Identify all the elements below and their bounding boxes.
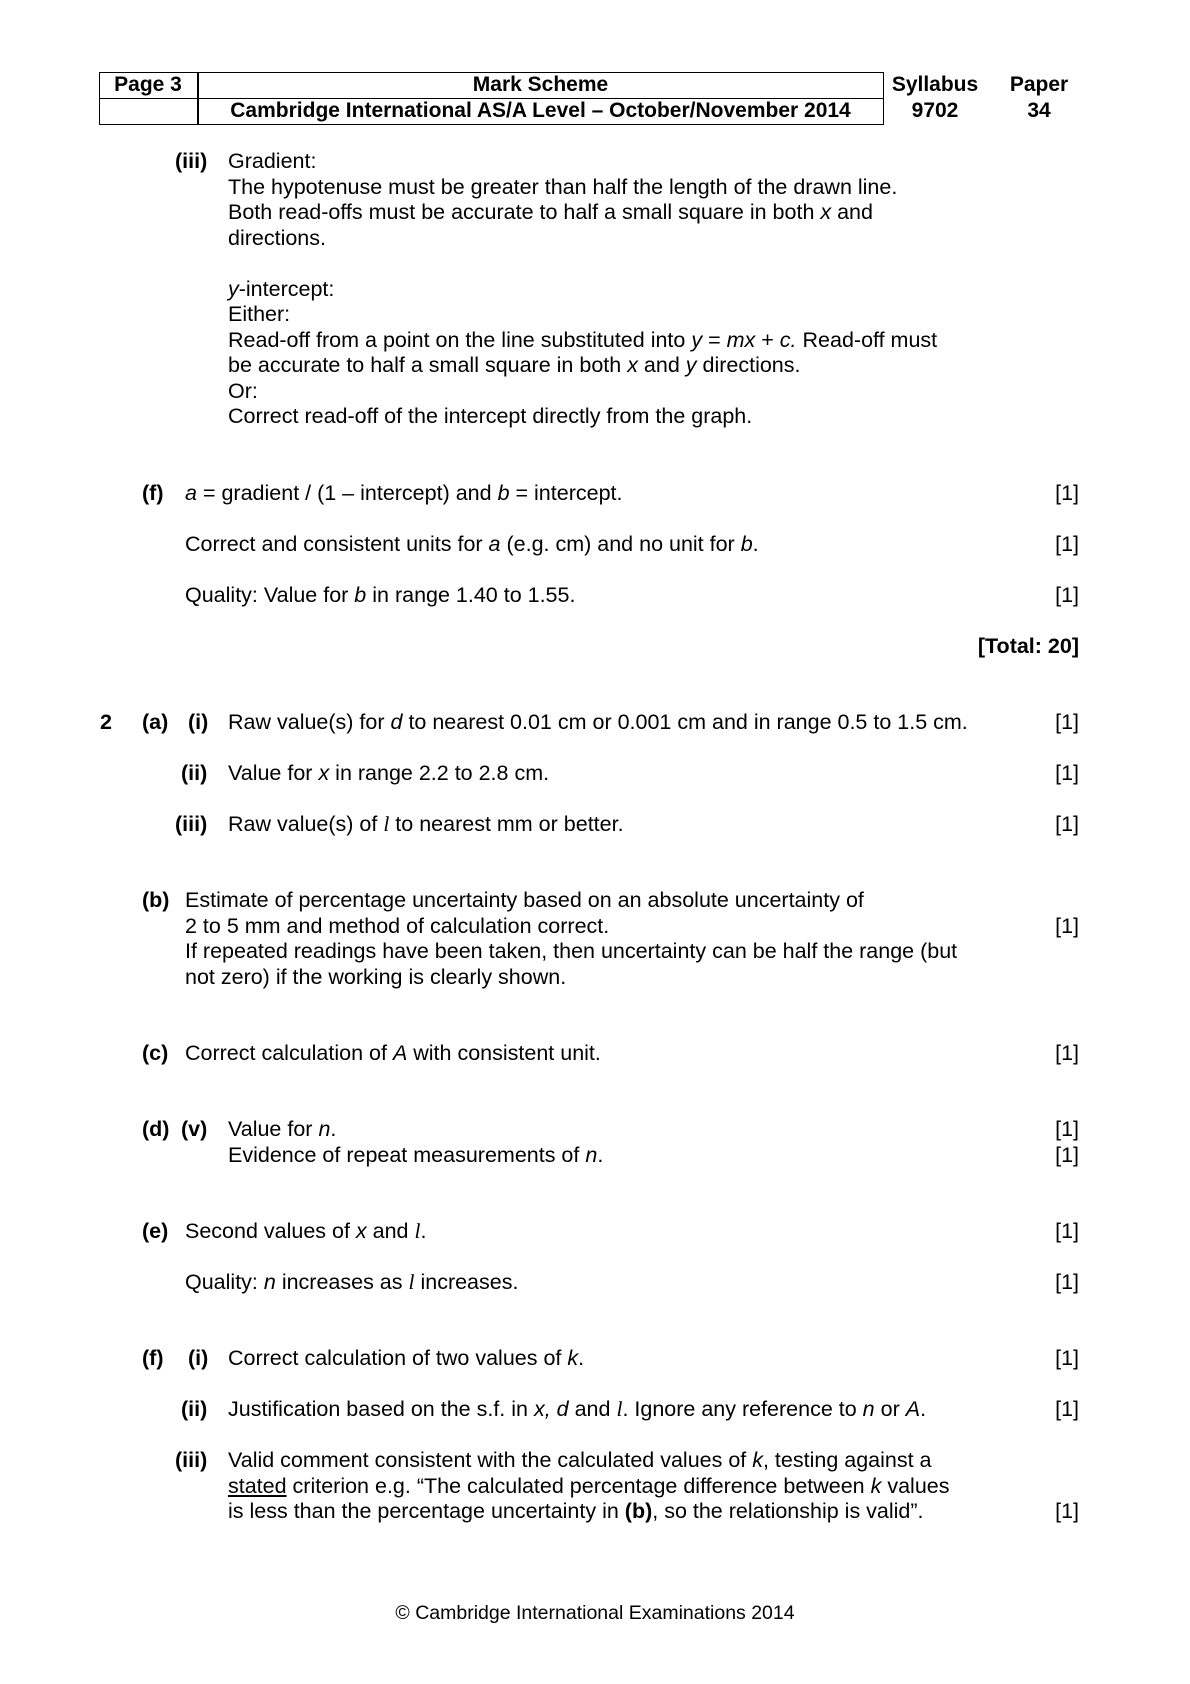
q2b-line1: Estimate of percentage uncertainty based on an absolute uncertainty of (185, 888, 864, 912)
q2f-iii-line1: Valid comment consistent with the calculated values of k, testing against a (228, 1448, 932, 1472)
header-paper-value: 34 (1027, 99, 1051, 122)
header-subtitle: Cambridge International AS/A Level – October/November 2014 (230, 99, 851, 122)
q2e-line2: Quality: n increases as l increases. (185, 1270, 519, 1294)
q2b-mark: [1] (1055, 914, 1079, 938)
q2b-label: (b) (142, 888, 170, 912)
q2f-ii-label: (ii) (181, 1397, 208, 1421)
q1f-row1: a = gradient / (1 – intercept) and b = intercept. (185, 481, 623, 505)
q1e-iii-line5: be accurate to half a small square in both x and y directions. (228, 353, 801, 377)
header-syllabus-label: Syllabus (891, 73, 979, 96)
header-syllabus-value: 9702 (911, 99, 959, 122)
q1f-row3-mark: [1] (1055, 583, 1079, 607)
q2e-line1: Second values of x and l. (185, 1219, 427, 1243)
q2f-iii-line2: stated criterion e.g. “The calculated percentage difference between k values (228, 1474, 950, 1498)
header-divider-left (99, 98, 197, 99)
q1e-iii-line1: The hypotenuse must be greater than half the length of the drawn line. (228, 175, 898, 199)
q2f-iii-line3: is less than the percentage uncertainty in (b), so the relationship is valid”. (228, 1499, 924, 1523)
q2f-ii-text: Justification based on the s.f. in x, d and l. Ignore any reference to n or A. (228, 1397, 927, 1421)
q2f-i-label: (i) (188, 1346, 209, 1370)
q2f-i-text: Correct calculation of two values of k. (228, 1346, 585, 1370)
q2d-label: (d) (142, 1117, 170, 1141)
q2f-ii-mark: [1] (1055, 1397, 1079, 1421)
q1f-label: (f) (142, 481, 164, 505)
q1f-row2-mark: [1] (1055, 532, 1079, 556)
q2b-line4: not zero) if the working is clearly shown. (185, 965, 567, 989)
q2e-mark2: [1] (1055, 1270, 1079, 1294)
header-title: Mark Scheme (472, 73, 609, 96)
q2a-iii-label: (iii) (175, 812, 208, 836)
q2d-line1: Value for n. (228, 1117, 337, 1141)
q2a-i-mark: [1] (1055, 710, 1079, 734)
q2a-i-text: Raw value(s) for d to nearest 0.01 cm or 0.001 cm and in range 0.5 to 1.5 cm. (228, 710, 968, 734)
footer-copyright: © Cambridge International Examinations 2014 (395, 1602, 795, 1624)
q2a-iii-text: Raw value(s) of l to nearest mm or better. (228, 812, 624, 836)
q2f-iii-mark: [1] (1055, 1499, 1079, 1523)
q2d-mark2: [1] (1055, 1143, 1079, 1167)
q2b-line3: If repeated readings have been taken, then uncertainty can be half the range (but (185, 939, 958, 963)
header-page: Page 3 (114, 73, 182, 96)
q2d-line2: Evidence of repeat measurements of n. (228, 1143, 604, 1167)
q2a-i-label: (i) (188, 710, 209, 734)
q1e-iii-or: Or: (228, 379, 258, 403)
q2f-label: (f) (142, 1346, 164, 1370)
q2f-iii-label: (iii) (175, 1448, 208, 1472)
q2d-v-label: (v) (181, 1117, 208, 1141)
q1f-row2: Correct and consistent units for a (e.g. cm) and no unit for b. (185, 532, 759, 556)
q2-number: 2 (100, 710, 112, 734)
q1f-row3: Quality: Value for b in range 1.40 to 1.55. (185, 583, 576, 607)
q2c-text: Correct calculation of A with consistent unit. (185, 1041, 601, 1065)
q2a-ii-text: Value for x in range 2.2 to 2.8 cm. (228, 761, 550, 785)
q2d-mark1: [1] (1055, 1117, 1079, 1141)
q1f-row1-mark: [1] (1055, 481, 1079, 505)
q1e-iii-gradient: Gradient: (228, 149, 317, 173)
q1e-iii-line2: Both read-offs must be accurate to half a small square in both x and (228, 200, 873, 224)
q2a-iii-mark: [1] (1055, 812, 1079, 836)
q2a-label: (a) (142, 710, 169, 734)
q1e-iii-label: (iii) (175, 149, 208, 173)
q2b-line2: 2 to 5 mm and method of calculation correct. (185, 914, 610, 938)
q2c-label: (c) (142, 1041, 169, 1065)
q2c-mark: [1] (1055, 1041, 1079, 1065)
q1-total: [Total: 20] (977, 634, 1079, 658)
q1e-iii-line6: Correct read-off of the intercept directly from the graph. (228, 404, 753, 428)
q2a-ii-label: (ii) (181, 761, 208, 785)
q2f-i-mark: [1] (1055, 1346, 1079, 1370)
q1e-iii-line4: Read-off from a point on the line substituted into y = mx + c. Read-off must (228, 328, 938, 352)
q2a-ii-mark: [1] (1055, 761, 1079, 785)
q1e-iii-line3: directions. (228, 226, 326, 250)
q1e-iii-either: Either: (228, 302, 291, 326)
header-paper-label: Paper (1009, 73, 1069, 96)
q2e-label: (e) (142, 1219, 169, 1243)
q2e-mark1: [1] (1055, 1219, 1079, 1243)
q1e-iii-yintercept: y-intercept: (228, 277, 335, 301)
